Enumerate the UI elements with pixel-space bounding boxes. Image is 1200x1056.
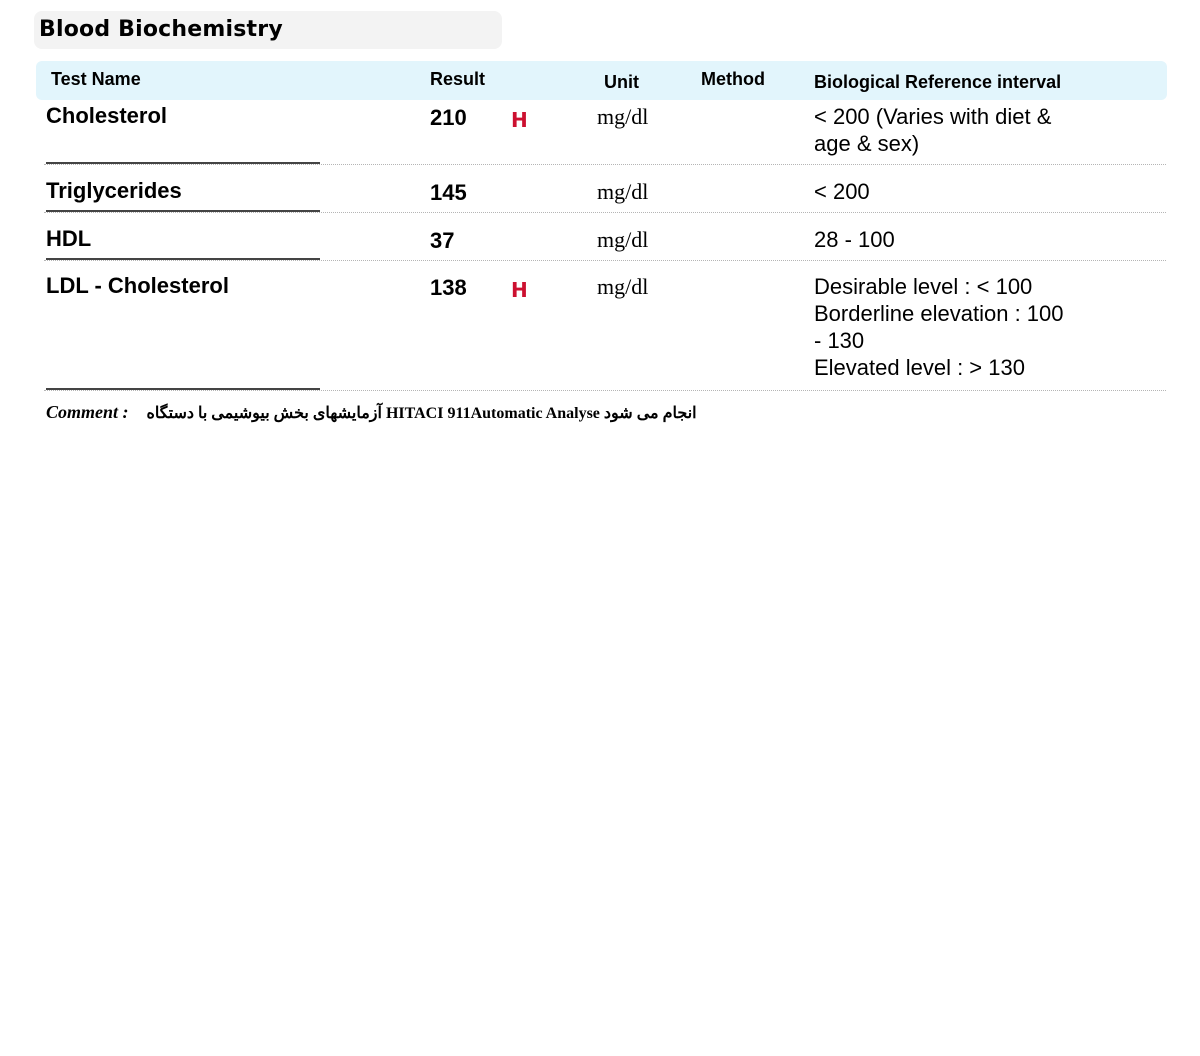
reference-line: 28 - 100 xyxy=(814,227,895,252)
row-divider xyxy=(44,212,1166,213)
row-hdl-result: 37 xyxy=(430,228,455,253)
row-divider xyxy=(44,164,1166,165)
row-cholesterol-name: Cholesterol xyxy=(46,103,168,128)
row-ldl-high-flag: H xyxy=(511,278,528,302)
reference-line: age & sex) xyxy=(814,131,920,156)
row-ldl-unit: mg/dl xyxy=(597,274,649,299)
row-triglycerides-name: Triglycerides xyxy=(46,178,182,203)
comment-text: آزمایشهای بخش بیوشیمی با دستگاه HITACI 911Automatic Analyse انجام می شود xyxy=(146,405,697,422)
header-result: Result xyxy=(430,69,486,89)
row-ldl-name: LDL - Cholesterol xyxy=(46,273,229,298)
header-reference: Biological Reference interval xyxy=(814,72,1062,92)
comment xyxy=(46,402,697,423)
section-title: Blood Biochemistry xyxy=(39,17,283,42)
reference-line: < 200 (Varies with diet & xyxy=(814,104,1052,129)
row-cholesterol-reference xyxy=(814,103,1114,157)
row-ldl-result: 138 xyxy=(430,275,467,300)
reference-line: < 200 xyxy=(814,179,870,204)
row-cholesterol-high-flag: H xyxy=(511,108,528,132)
header-test-name: Test Name xyxy=(51,69,141,89)
row-triglycerides-unit: mg/dl xyxy=(597,179,649,204)
reference-line: - 130 xyxy=(814,328,865,353)
comment-label: Comment : xyxy=(46,402,129,422)
reference-line: Elevated level : > 130 xyxy=(814,355,1025,380)
row-cholesterol-unit: mg/dl xyxy=(597,104,649,129)
row-hdl-unit: mg/dl xyxy=(597,227,649,252)
reference-line: Borderline elevation : 100 xyxy=(814,301,1064,326)
reference-line: Desirable level : < 100 xyxy=(814,274,1033,299)
header-unit: Unit xyxy=(604,72,639,92)
row-triglycerides-reference xyxy=(814,178,1114,205)
row-cholesterol-result: 210 xyxy=(430,105,467,130)
row-divider xyxy=(44,390,1166,391)
row-hdl-reference xyxy=(814,226,1114,253)
row-ldl-reference xyxy=(814,273,1114,381)
header-method: Method xyxy=(701,69,765,89)
row-triglycerides-result: 145 xyxy=(430,180,467,205)
section-title-box xyxy=(34,11,502,49)
row-divider xyxy=(44,260,1166,261)
row-hdl-name: HDL xyxy=(46,226,92,251)
